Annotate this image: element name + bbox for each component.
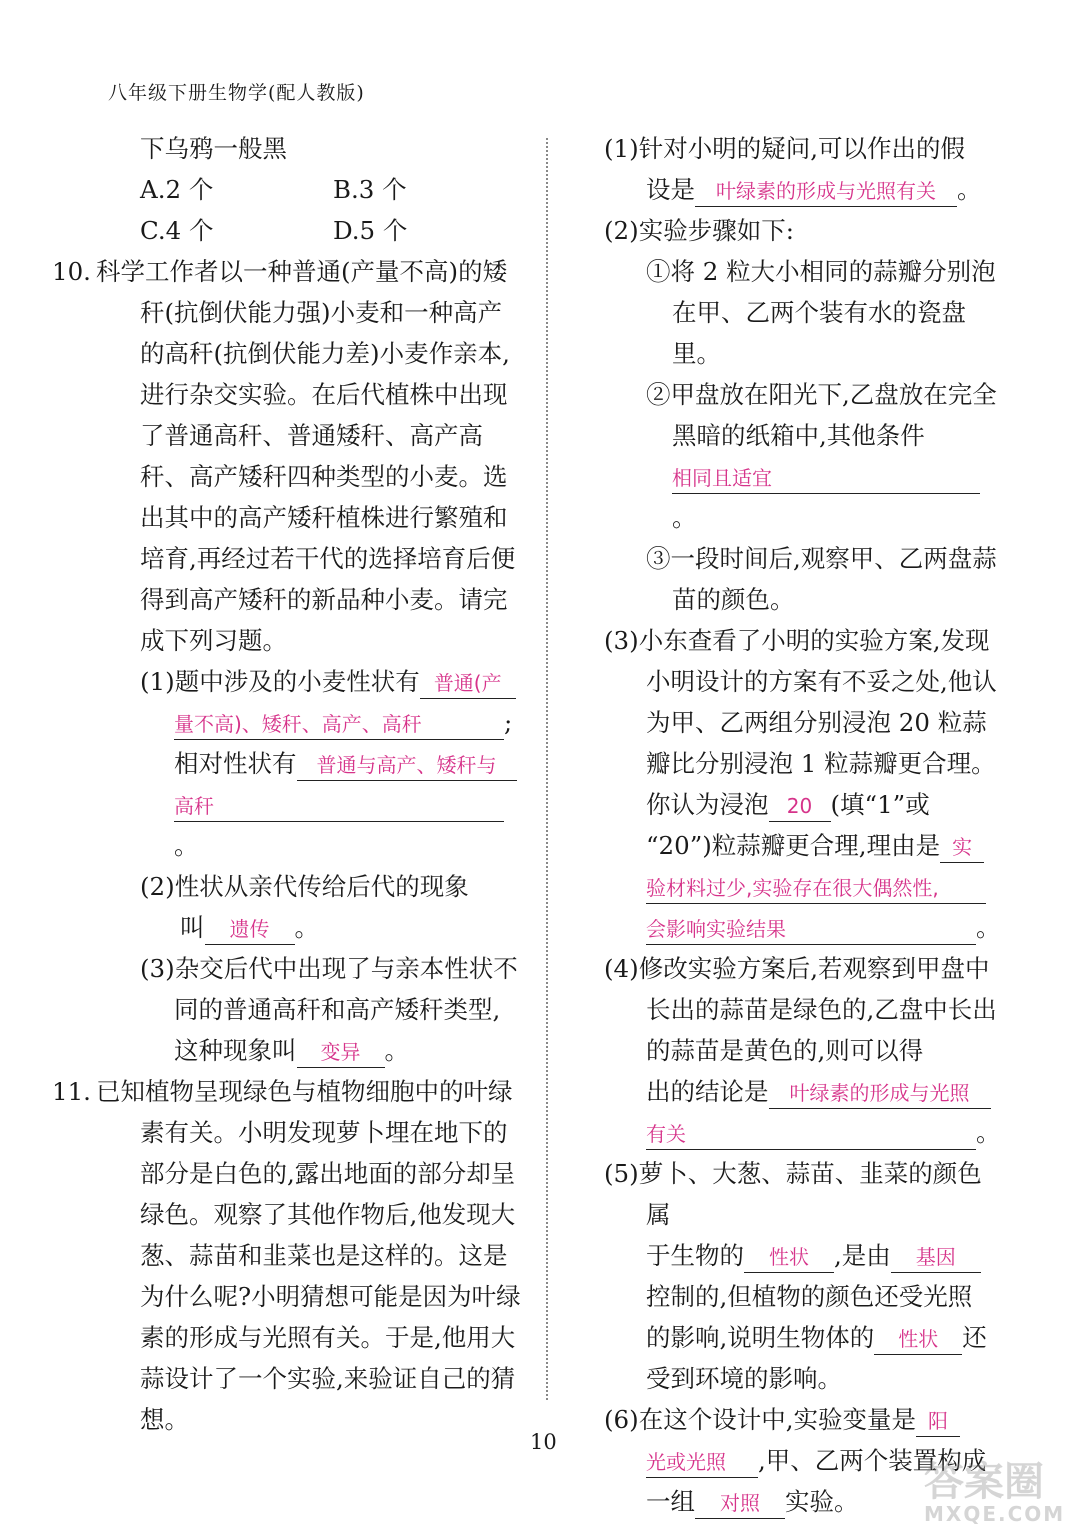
answer-blank: 光或光照 [646, 1447, 758, 1478]
q11-sub3-reason-text: “20”)粒蒜瓣更合理,理由是 [646, 831, 941, 860]
watermark-url: MXQE.COM [924, 1502, 1066, 1526]
q10-sub3 [96, 948, 526, 1071]
answer-blank: 普通与高产、矮秆与 [297, 750, 517, 781]
q11-sub3-text: (3)小东查看了小明的实验方案,发现小明设计的方案有不妥之处,他认为甲、乙两组分别浸泡 20 粒蒜瓣比分别浸泡 1 粒蒜瓣更合 [604, 626, 997, 778]
q11-sub1-jia: 设是 [646, 175, 695, 204]
watermark-text: 答案圈 [924, 1459, 1044, 1505]
options-row-2 [96, 210, 526, 251]
punctuation: 。 [672, 503, 697, 532]
punctuation: 。 [174, 831, 199, 860]
answer-blank: 基因 [891, 1242, 981, 1273]
q10-sub3-text: (3)杂交后代中出现了与亲本性状不同的普通高秆和高产矮秆类型, [140, 954, 518, 1024]
question-10: 10. 科学工作者以一种普通(产量不高)的矮秆(抗倒伏能力强)小麦和一种高产的高秆(抗倒伏能力差)小麦作亲本,进行杂交实验。在后代植株中出现了普通高秆、普通矮秆、高产高秆、高产矮秆四种类型的小麦。选出其中的高产矮秆植株进行繁殖和培育,再经过若干代的选择培育后便得到高产矮秆的新品种小麦。请完成下列习题。 [52, 257, 516, 655]
answer-blank: 会影响实验结果 [646, 914, 976, 945]
answer-blank: 量不高)、矮秆、高产、高秆 [174, 709, 504, 740]
question-10-text: 科学工作者以一种普通(产量不高)的矮秆(抗倒伏能力强)小麦和一种高产的高秆(抗倒伏能力差)小麦作亲本,进行杂交实验。在后代植株中出现了普通高秆、普通矮秆、高产高秆、高产矮秆四种类型的小麦。选出其中的高产矮秆植株进行繁殖和培育,再经过若干代的选择培育后便得到高产矮秆的新品种小麦。请完成下列习题。 [96, 257, 516, 655]
q11-sub4-chu: 出的结论是 [646, 1077, 769, 1106]
answer-blank: 遗传 [205, 914, 295, 945]
answer-blank: 性状 [744, 1242, 834, 1273]
q11-sub1 [604, 128, 1004, 210]
q11-sub6-mid: ,甲、乙两个装置构成 [758, 1446, 987, 1475]
q11-sub1-text: (1)针对小明的疑问,可以作出的假 [604, 134, 965, 163]
option-a: A.2 个 [140, 175, 214, 204]
answer-blank: 叶绿素的形成与光照 [769, 1078, 991, 1109]
q11-sub3 [604, 620, 1004, 948]
q11-sub2: (2)实验步骤如下: [604, 216, 794, 245]
answer-blank: 性状 [874, 1324, 962, 1355]
column-divider [546, 138, 548, 1400]
punctuation: 。 [294, 913, 319, 942]
page-number: 10 [530, 1430, 557, 1454]
answer-blank: 阳 [916, 1406, 960, 1437]
q11-step1: ①将 2 粒大小相同的蒜瓣分别泡在甲、乙两个装有水的瓷盘里。 [646, 257, 996, 368]
watermark-logo [924, 1459, 1074, 1526]
q11-sub6-yi: 一组 [646, 1487, 695, 1516]
options-row-1 [96, 169, 526, 210]
q10-sub2 [96, 866, 526, 948]
answer-blank: 叶绿素的形成与光照有关 [695, 176, 957, 207]
q11-sub5-shi: ,是由 [834, 1241, 891, 1270]
answer-blank: 实 [940, 832, 984, 863]
q11-step2 [604, 374, 1004, 538]
q9-continuation: 下乌鸦一般黑 [140, 134, 287, 163]
punctuation: 。 [384, 1036, 409, 1065]
left-column [52, 128, 526, 1440]
option-d: D.5 个 [333, 216, 408, 245]
answer-blank: 验材料过少,实验存在很大偶然性, [646, 873, 986, 904]
q11-sub6-text: (6)在这个设计中,实验变量是 [604, 1405, 916, 1434]
q11-sub3-li: 理。你认为浸泡 [646, 749, 996, 819]
answer-blank: 有关 [646, 1119, 976, 1150]
punctuation: 。 [957, 175, 982, 204]
q11-sub4 [604, 948, 1004, 1153]
q11-sub3-fill-hint: (填“1”或 [830, 790, 930, 819]
page-header: 八年级下册生物学(配人教版) [108, 82, 365, 104]
punctuation: 。 [976, 1118, 1001, 1147]
q11-sub5 [604, 1153, 1004, 1399]
q10-relative-trait-text: 相对性状有 [174, 749, 297, 778]
q11-sub5-hai: 还 [962, 1323, 987, 1352]
option-b: B.3 个 [333, 175, 407, 204]
q11-sub5-yu: 于生物的 [646, 1241, 744, 1270]
q10-sub3-end: 这种现象叫 [174, 1036, 297, 1065]
answer-blank: 变异 [297, 1037, 385, 1068]
punctuation: ; [504, 708, 513, 737]
q11-step2-text: ②甲盘放在阳光下,乙盘放在完全黑暗的纸箱中,其他条件 [646, 380, 997, 450]
q11-sub5-text: (5)萝卜、大葱、蒜苗、韭菜的颜色属 [604, 1159, 982, 1229]
punctuation: 。 [976, 913, 1001, 942]
option-c: C.4 个 [140, 216, 214, 245]
q11-sub4-text: (4)修改实验方案后,若观察到甲盘中长出的蒜苗是绿色的,乙盘中长出的蒜苗是黄色的,则可以得 [604, 954, 997, 1065]
answer-blank: 20 [769, 791, 831, 822]
answer-blank: 相同且适宜 [672, 463, 980, 494]
answer-blank: 高秆 [174, 791, 504, 822]
q11-sub6-end: 实验。 [785, 1487, 859, 1516]
question-11-text: 已知植物呈现绿色与植物细胞中的叶绿素有关。小明发现萝卜埋在地下的部分是白色的,露出地面的部分却呈绿色。观察了其他作物后,他发现大葱、蒜苗和韭菜也是这样的。这是为什么呢?小明猜想可能是因为叶绿素的形成与光照有关。于是,他用大蒜设计了一个实验,来验证自己的猜想。 [96, 1077, 521, 1434]
question-11: 11. 已知植物呈现绿色与植物细胞中的叶绿素有关。小明发现萝卜埋在地下的部分是白色的,露出地面的部分却呈绿色。观察了其他作物后,他发现大葱、蒜苗和韭菜也是这样的。这是为什么呢?小明猜想可能是因为叶绿素的形成与光照有关。于是,他用大蒜设计了一个实验,来验证自己的猜想。 [52, 1077, 521, 1434]
q11-sub5-end: 受到环境的影响。 [646, 1364, 842, 1393]
q10-sub1-text: (1)题中涉及的小麦性状有 [140, 667, 420, 696]
q11-sub5-de: 的影响,说明生物体的 [646, 1323, 875, 1352]
q11-sub5-mid: 控制的,但植物的颜色还受光照 [646, 1282, 973, 1311]
answer-blank: 普通(产 [420, 668, 516, 699]
answer-blank: 对照 [695, 1488, 785, 1519]
q10-sub2-text: (2)性状从亲代传给后代的现象 [140, 872, 469, 901]
q10-sub1 [96, 661, 526, 866]
q10-sub2-jiao: 叫 [180, 913, 205, 942]
right-column [604, 128, 1004, 1522]
q11-step3: ③一段时间后,观察甲、乙两盘蒜苗的颜色。 [646, 544, 997, 614]
